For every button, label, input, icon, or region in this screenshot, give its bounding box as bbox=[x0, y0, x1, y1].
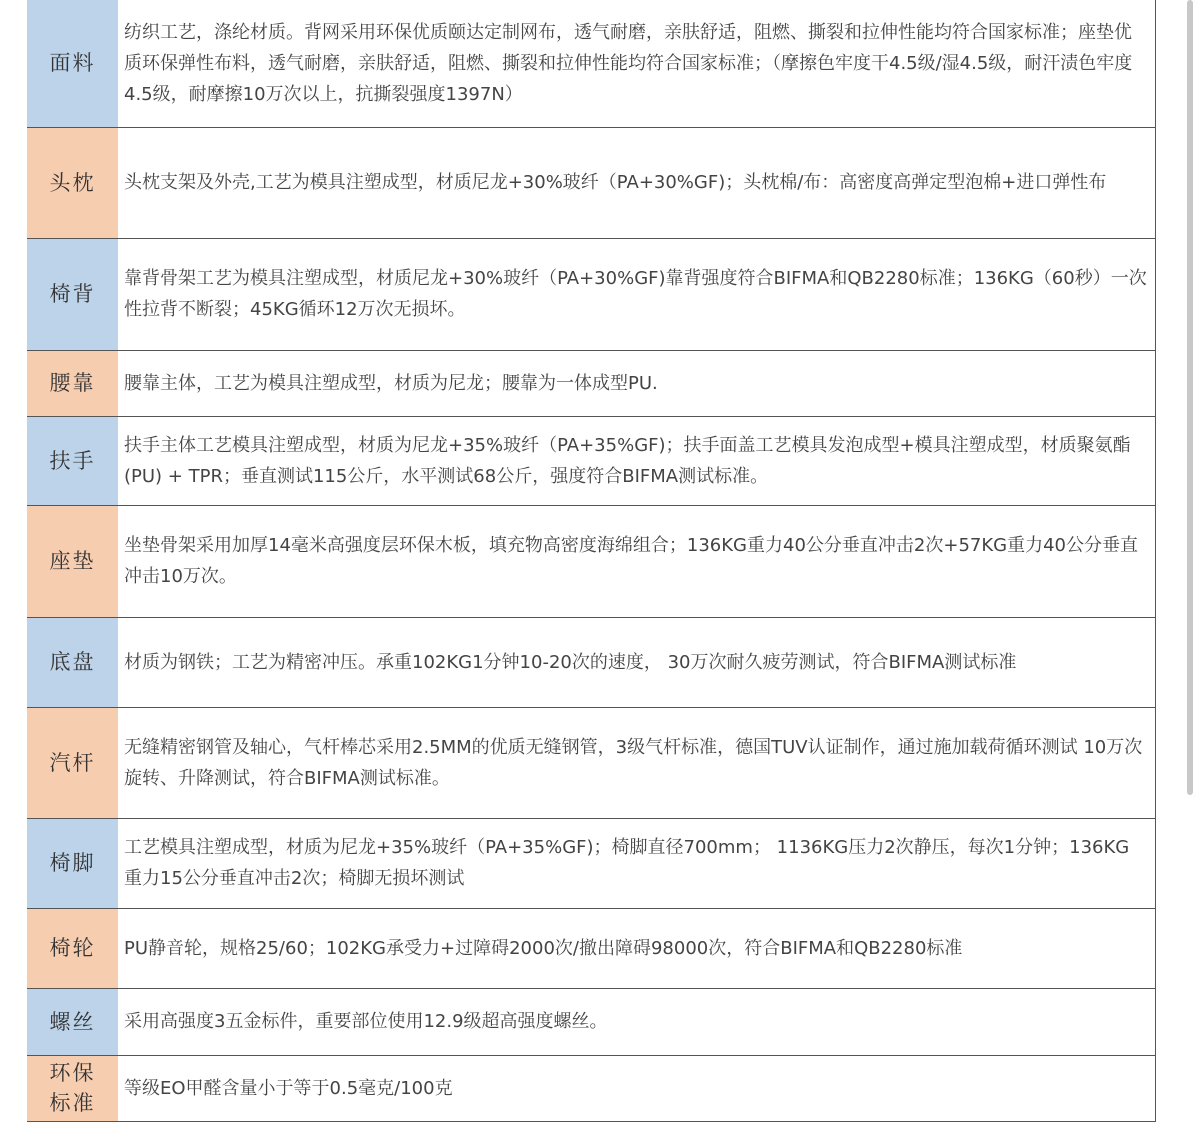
spec-label: 椅轮 bbox=[27, 908, 118, 988]
spec-label: 椅脚 bbox=[27, 818, 118, 908]
spec-description: 纺织工艺，涤纶材质。背网采用环保优质颐达定制网布，透气耐磨，亲肤舒适，阻燃、撕裂和拉伸性能均符合国家标准；座垫优质环保弹性布料，透气耐磨，亲肤舒适，阻燃、撕裂和拉伸性能均符合国家标准；（摩擦色牢度干4.5级/湿4.5级，耐汗渍色牢度4.5级，耐摩擦10万次以上，抗撕裂强度1397N） bbox=[118, 0, 1156, 127]
spec-label: 扶手 bbox=[27, 416, 118, 505]
spec-description: 无缝精密钢管及轴心，气杆棒芯采用2.5MM的优质无缝钢管，3级气杆标准，德国TUV认证制作，通过施加载荷循环测试 10万次旋转、升降测试，符合BIFMA测试标准。 bbox=[118, 707, 1156, 818]
spec-description: 等级EO甲醛含量小于等于0.5毫克/100克 bbox=[118, 1055, 1156, 1121]
spec-label bbox=[27, 1055, 118, 1121]
spec-description: 扶手主体工艺模具注塑成型，材质为尼龙+35%玻纤（PA+35%GF)；扶手面盖工艺模具发泡成型+模具注塑成型，材质聚氨酯 (PU) + TPR；垂直测试115公斤，水平测试68公斤，强度符合BIFMA测试标准。 bbox=[118, 416, 1156, 505]
scrollbar[interactable] bbox=[1187, 0, 1193, 795]
spec-description: 采用高强度3五金标件，重要部位使用12.9级超高强度螺丝。 bbox=[118, 988, 1156, 1055]
spec-label: 汽杆 bbox=[27, 707, 118, 818]
spec-row-legs bbox=[27, 818, 1156, 908]
spec-label: 底盘 bbox=[27, 617, 118, 707]
spec-label-text: 环保标准 bbox=[49, 1061, 96, 1115]
spec-description: 腰靠主体，工艺为模具注塑成型，材质为尼龙；腰靠为一体成型PU. bbox=[118, 350, 1156, 416]
spec-row-fabric bbox=[27, 0, 1156, 127]
spec-row-casters bbox=[27, 908, 1156, 988]
spec-label: 螺丝 bbox=[27, 988, 118, 1055]
spec-row-eco-standard bbox=[27, 1055, 1156, 1121]
spec-description: 工艺模具注塑成型，材质为尼龙+35%玻纤（PA+35%GF)；椅脚直径700mm； 1136KG压力2次静压，每次1分钟；136KG重力15公分垂直冲击2次；椅脚无损坏测试 bbox=[118, 818, 1156, 908]
spec-description: PU静音轮，规格25/60；102KG承受力+过障碍2000次/撤出障碍98000次，符合BIFMA和QB2280标准 bbox=[118, 908, 1156, 988]
spec-row-headrest bbox=[27, 127, 1156, 238]
spec-label: 腰靠 bbox=[27, 350, 118, 416]
spec-row-gas-lift bbox=[27, 707, 1156, 818]
spec-row-screws bbox=[27, 988, 1156, 1055]
spec-label: 头枕 bbox=[27, 127, 118, 238]
spec-description: 头枕支架及外壳,工艺为模具注塑成型，材质尼龙+30%玻纤（PA+30%GF)；头枕棉/布：高密度高弹定型泡棉+进口弹性布 bbox=[118, 127, 1156, 238]
spec-table bbox=[27, 0, 1156, 1122]
spec-row-armrest bbox=[27, 416, 1156, 505]
spec-row-seat bbox=[27, 505, 1156, 617]
spec-description: 坐垫骨架采用加厚14毫米高强度层环保木板，填充物高密度海绵组合；136KG重力40公分垂直冲击2次+57KG重力40公分垂直冲击10万次。 bbox=[118, 505, 1156, 617]
spec-row-lumbar bbox=[27, 350, 1156, 416]
spec-label: 椅背 bbox=[27, 238, 118, 350]
spec-row-backrest bbox=[27, 238, 1156, 350]
spec-row-base bbox=[27, 617, 1156, 707]
spec-label: 座垫 bbox=[27, 505, 118, 617]
spec-label: 面料 bbox=[27, 0, 118, 127]
spec-description: 靠背骨架工艺为模具注塑成型，材质尼龙+30%玻纤（PA+30%GF)靠背强度符合BIFMA和QB2280标准；136KG（60秒）一次性拉背不断裂；45KG循环12万次无损坏。 bbox=[118, 238, 1156, 350]
spec-description: 材质为钢铁；工艺为精密冲压。承重102KG1分钟10-20次的速度， 30万次耐久疲劳测试，符合BIFMA测试标准 bbox=[118, 617, 1156, 707]
